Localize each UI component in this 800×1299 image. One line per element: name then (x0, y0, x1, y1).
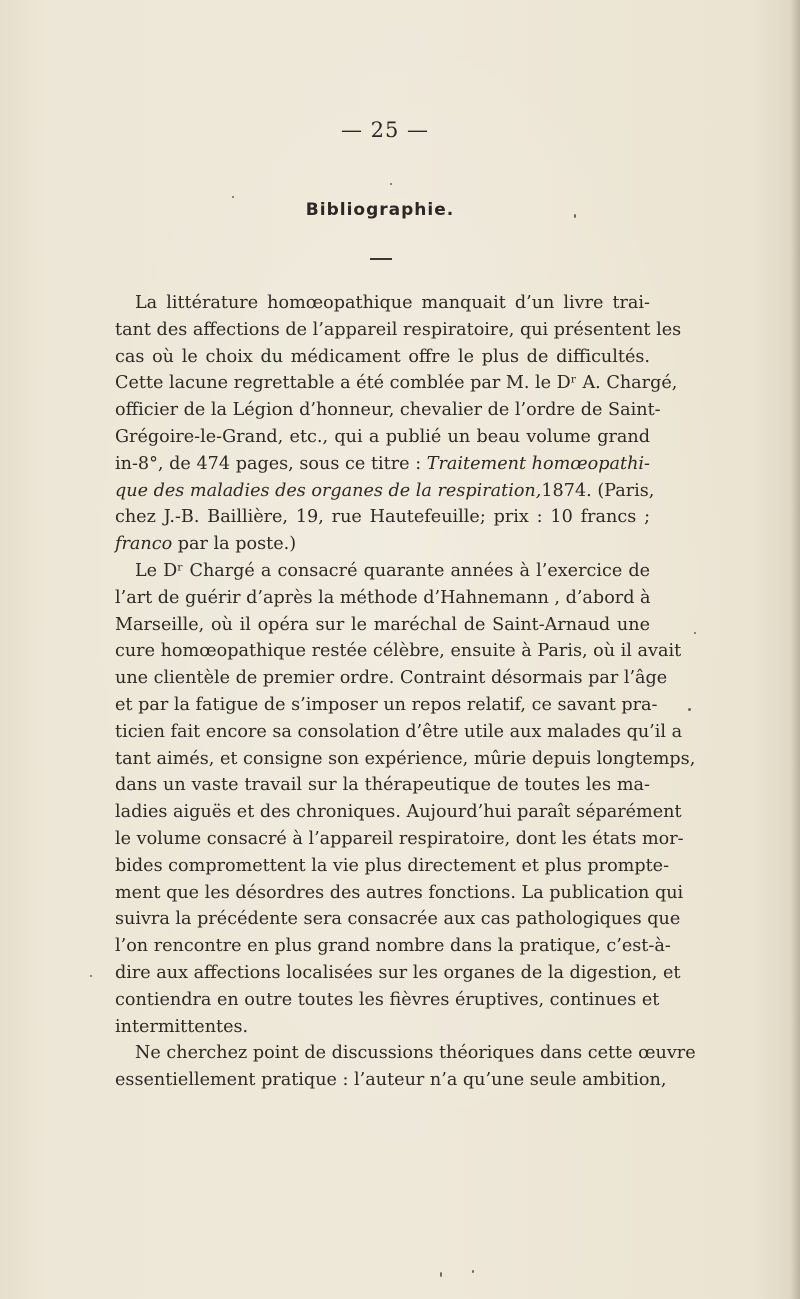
body-text (115, 290, 696, 1094)
text-line: officier de la Légion d’honneur, chevalier de l’ordre de Saint- (115, 400, 661, 421)
text-line: Grégoire-le-Grand, etc., qui a publié un beau volume grand (115, 426, 650, 447)
paper-speck (574, 214, 576, 218)
text-line (115, 451, 650, 478)
text-line: La littérature homœopathique manquait d’un livre trai- (135, 293, 650, 313)
paper-speck (90, 975, 92, 977)
paper-speck (688, 708, 691, 711)
text-line: dans un vaste travail sur la thérapeutique de toutes les ma- (115, 775, 650, 796)
text-line: Ne cherchez point de discussions théoriques dans cette œuvre (135, 1043, 696, 1064)
section-heading: Bibliographie. (305, 200, 455, 220)
book-title-italic: que des maladies des organes de la respiration, (115, 480, 542, 501)
paper-speck (232, 196, 234, 198)
text-run: par la poste.) (172, 534, 297, 555)
book-title-italic: Traitement homœopathi- (426, 453, 650, 474)
text-line: le volume consacré à l’appareil respiratoire, dont les états mor- (115, 828, 684, 849)
text-line: intermittentes. (115, 1016, 249, 1037)
text-line: l’art de guérir d’après la méthode d’Hahnemann , d’abord à (115, 587, 651, 608)
text-line: Cette lacune regrettable a été comblée par M. le Dʳ A. Chargé, (115, 373, 678, 394)
text-line: chez J.-B. Baillière, 19, rue Hautefeuille; prix : 10 francs ; (115, 507, 650, 528)
text-line: tant des affections de l’appareil respiratoire, qui présentent les (115, 319, 682, 340)
italic-word: franco (115, 534, 173, 555)
text-line: l’on rencontre en plus grand nombre dans la pratique, c’est-à- (115, 936, 671, 957)
text-line: dire aux affections localisées sur les organes de la digestion, et (115, 962, 681, 983)
text-line (115, 478, 655, 505)
page-number: — 25 — (340, 118, 430, 142)
text-line: ticien fait encore sa consolation d’être utile aux malades qu’il a (115, 721, 683, 742)
text-line: suivra la précédente sera consacrée aux cas pathologiques que (115, 909, 681, 930)
paper-speck (390, 183, 392, 185)
text-line: une clientèle de premier ordre. Contraint désormais par l’âge (115, 668, 668, 689)
text-run: 1874. (Paris, (541, 480, 655, 501)
text-line: cas où le choix du médicament offre le plus de difficultés. (115, 346, 650, 367)
text-line: ladies aiguës et des chroniques. Aujourd’hui paraît séparément (115, 802, 682, 823)
text-line: essentiellement pratique : l’auteur n’a qu’une seule ambition, (115, 1070, 667, 1091)
text-run: in-8°, de 474 pages, sous ce titre : (115, 453, 427, 474)
text-line: bides compromettent la vie plus directement et plus prompte- (115, 855, 670, 876)
paper-speck (694, 632, 696, 634)
paper-speck (472, 1270, 474, 1273)
text-line: cure homœopathique restée célèbre, ensuite à Paris, où il avait (115, 641, 682, 662)
text-line: contiendra en outre toutes les fièvres éruptives, continues et (115, 989, 660, 1010)
text-line: Le Dʳ Chargé a consacré quarante années à l’exercice de (135, 560, 650, 581)
text-line: tant aimés, et consigne son expérience, mûrie depuis longtemps, (115, 748, 696, 769)
text-line: et par la fatigue de s’imposer un repos relatif, ce savant pra- (115, 694, 658, 715)
page-edge-shadow (790, 0, 800, 1299)
heading-rule (370, 258, 392, 260)
paper-speck (440, 1272, 442, 1277)
text-line: ment que les désordres des autres fonctions. La publication qui (115, 882, 684, 903)
text-line (115, 531, 650, 558)
text-line: Marseille, où il opéra sur le maréchal de Saint-Arnaud une (115, 614, 650, 635)
